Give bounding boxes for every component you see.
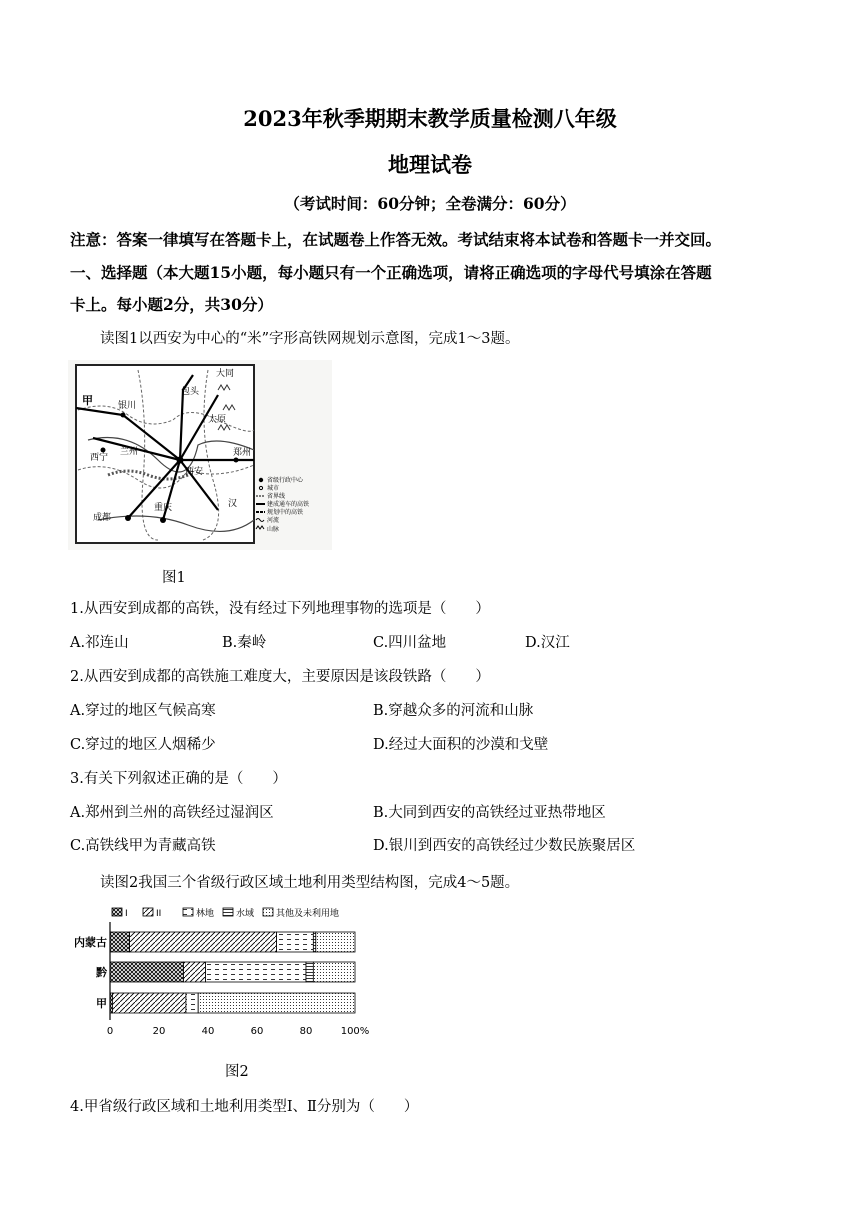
svg-text:西安: 西安 <box>185 467 204 477</box>
svg-text:太原: 太原 <box>208 415 227 425</box>
legend-swatch <box>112 908 122 916</box>
svg-text:兰州: 兰州 <box>120 447 139 457</box>
svg-text:包头: 包头 <box>181 387 200 397</box>
land-use-chart <box>70 902 380 1042</box>
bar-segment <box>112 993 186 1013</box>
x-tick-label: 60 <box>250 1026 264 1037</box>
q3-option-a[interactable]: A.郑州到兰州的高铁经过湿润区 <box>70 805 274 821</box>
q1-option-d[interactable]: D.汉江 <box>525 635 570 651</box>
section-heading-line2: 卡上。每小题2分，共30分） <box>70 295 273 314</box>
svg-text:规划中的高铁: 规划中的高铁 <box>267 509 304 516</box>
notice: 注意：答案一律填写在答题卡上，在试题卷上作答无效。考试结束将本试卷和答题卡一并交回。 <box>70 230 722 249</box>
svg-text:建成通车的高铁: 建成通车的高铁 <box>267 501 310 508</box>
figure2-caption: 图2 <box>225 1064 249 1080</box>
svg-text:郑州: 郑州 <box>233 448 252 458</box>
legend-swatch <box>263 908 273 916</box>
legend-label: II <box>156 909 162 919</box>
question-1-stem: 1.从西安到成都的高铁，没有经过下列地理事物的选项是（ ） <box>70 601 490 617</box>
figure1-caption: 图1 <box>162 570 186 586</box>
map-label-jia: 甲 <box>82 394 93 407</box>
x-tick-label: 80 <box>299 1026 313 1037</box>
svg-text:省界线: 省界线 <box>267 493 286 500</box>
svg-text:山脉: 山脉 <box>267 526 280 533</box>
q2-option-a[interactable]: A.穿过的地区气候高寒 <box>70 703 216 719</box>
question-4-stem: 4.甲省级行政区域和土地利用类型Ⅰ、Ⅱ分别为（ ） <box>70 1099 419 1115</box>
category-label: 内蒙古 <box>74 936 107 949</box>
chart-axis <box>107 1026 369 1037</box>
legend-label: 水域 <box>236 909 255 919</box>
x-tick-label: 20 <box>152 1026 166 1037</box>
bar-segment <box>198 993 355 1013</box>
legend-swatch <box>143 908 153 916</box>
legend-label: 林地 <box>196 909 215 919</box>
intro-figure2: 读图2我国三个省级行政区域土地利用类型结构图，完成4～5题。 <box>100 875 520 891</box>
question-3-stem: 3.有关下列叙述正确的是（ ） <box>70 771 287 787</box>
legend-swatch <box>183 908 193 916</box>
legend-label: 其他及未利用地 <box>276 909 340 919</box>
question-2-stem: 2.从西安到成都的高铁施工难度大，主要原因是该段铁路（ ） <box>70 669 490 685</box>
category-label: 黔 <box>96 966 107 979</box>
svg-text:河流: 河流 <box>267 517 280 524</box>
x-tick-label: 40 <box>201 1026 215 1037</box>
q3-option-c[interactable]: C.高铁线甲为青藏高铁 <box>70 838 216 854</box>
exam-title: 2023年秋季期期末教学质量检测八年级 <box>243 106 617 131</box>
intro-figure1: 读图1以西安为中心的“米”字形高铁网规划示意图，完成1～3题。 <box>100 331 520 347</box>
svg-text:重庆: 重庆 <box>154 503 173 513</box>
bar-segment <box>184 962 206 982</box>
svg-text:银川: 银川 <box>118 401 137 411</box>
q3-option-b[interactable]: B.大同到西安的高铁经过亚热带地区 <box>373 805 606 821</box>
exam-info: （考试时间：60分钟；全卷满分：60分） <box>284 194 576 213</box>
category-label: 甲 <box>96 997 107 1010</box>
legend-label: I <box>125 909 128 919</box>
bar-segment <box>316 932 355 952</box>
q2-option-c[interactable]: C.穿过的地区人烟稀少 <box>70 737 216 753</box>
exam-subject: 地理试卷 <box>388 152 472 177</box>
q2-option-d[interactable]: D.经过大面积的沙漠和戈壁 <box>373 737 549 753</box>
q1-option-a[interactable]: A.祁连山 <box>70 635 129 651</box>
x-tick-label: 0 <box>106 1026 114 1037</box>
x-tick-label: 100% <box>340 1026 370 1037</box>
svg-text:成都: 成都 <box>93 513 112 523</box>
svg-text:大同: 大同 <box>216 369 235 379</box>
svg-text:汉: 汉 <box>228 499 238 509</box>
svg-text:西宁: 西宁 <box>90 453 109 463</box>
q3-option-d[interactable]: D.银川到西安的高铁经过少数民族聚居区 <box>373 838 636 854</box>
bar-segment <box>130 932 277 952</box>
svg-text:省级行政中心: 省级行政中心 <box>267 477 304 484</box>
bar-segment <box>306 962 313 982</box>
bar-segment <box>206 962 306 982</box>
railway-map <box>68 360 332 550</box>
bar-segment <box>186 993 198 1013</box>
bar-segment <box>313 962 355 982</box>
chart-legend <box>112 907 339 919</box>
bar-segment <box>110 962 184 982</box>
bar-segment <box>277 932 314 952</box>
q2-option-b[interactable]: B.穿越众多的河流和山脉 <box>373 703 534 719</box>
bar-segment <box>110 932 130 952</box>
legend-swatch <box>223 908 233 916</box>
q1-option-b[interactable]: B.秦岭 <box>222 635 267 651</box>
q1-option-c[interactable]: C.四川盆地 <box>373 635 447 651</box>
section-heading-line1: 一、选择题（本大题15小题，每小题只有一个正确选项，请将正确选项的字母代号填涂在答题 <box>70 263 712 282</box>
svg-text:城市: 城市 <box>267 485 280 492</box>
chart-bars <box>74 932 355 1013</box>
